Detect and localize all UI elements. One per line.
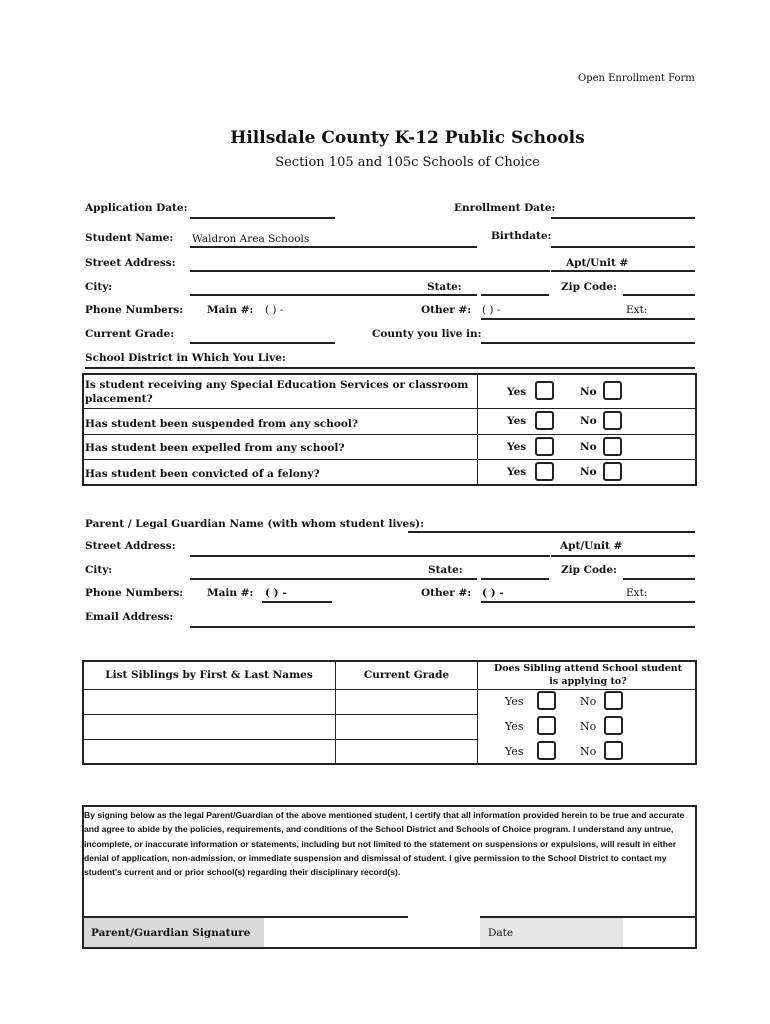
application-date-label: Application Date:	[85, 202, 188, 214]
state-label: State:	[427, 281, 462, 293]
guardian-zip-field[interactable]	[623, 578, 695, 580]
felony-no-checkbox[interactable]	[603, 462, 622, 481]
guardian-street-label: Street Address:	[85, 540, 176, 552]
guardian-phone-label: Phone Numbers:	[85, 587, 184, 599]
signature-field[interactable]	[262, 918, 408, 947]
questions-divider	[477, 374, 478, 485]
apt-unit-label: Apt/Unit #	[566, 257, 629, 269]
guardian-state-field[interactable]	[481, 578, 549, 580]
yes-label: Yes	[505, 745, 524, 758]
yes-label: Yes	[507, 466, 527, 478]
row-divider	[83, 739, 477, 740]
date-label: Date	[488, 927, 514, 939]
current-grade-label: Current Grade:	[85, 328, 175, 340]
other-phone-field[interactable]: ( ) -	[482, 304, 501, 316]
guardian-street-field[interactable]	[190, 555, 550, 557]
question-suspended: Has student been suspended from any school?	[85, 418, 359, 430]
siblings-names-header: List Siblings by First & Last Names	[105, 669, 313, 681]
guardian-name-field[interactable]	[408, 531, 695, 533]
page-subtitle: Section 105 and 105c Schools of Choice	[275, 155, 540, 170]
enrollment-date-field[interactable]	[551, 217, 695, 219]
guardian-other-label: Other #:	[421, 587, 472, 599]
row-divider	[83, 714, 477, 715]
guardian-name-label: Parent / Legal Guardian Name (with whom student lives):	[85, 518, 424, 530]
suspended-yes-checkbox[interactable]	[535, 411, 554, 430]
felony-yes-checkbox[interactable]	[535, 462, 554, 481]
ext-label: Ext:	[626, 304, 648, 316]
guardian-city-label: City:	[85, 564, 113, 576]
special-education-yes-checkbox[interactable]	[535, 381, 554, 400]
row-divider	[83, 459, 696, 460]
siblings-attend-header: Does Sibling attend School student is applying to?	[493, 663, 683, 687]
no-label: No	[580, 415, 597, 427]
phone-numbers-label: Phone Numbers:	[85, 304, 184, 316]
siblings-grade-header: Current Grade	[363, 669, 450, 681]
expelled-no-checkbox[interactable]	[603, 437, 622, 456]
student-name-field[interactable]	[190, 246, 477, 248]
guardian-other-underline	[481, 601, 695, 603]
school-district-label: School District in Which You Live:	[85, 352, 286, 364]
main-phone-label: Main #:	[207, 304, 254, 316]
student-name-value: Waldron Area Schools	[192, 233, 310, 245]
expelled-yes-checkbox[interactable]	[535, 437, 554, 456]
no-label: No	[580, 720, 597, 733]
page-title: Hillsdale County K-12 Public Schools	[230, 128, 585, 148]
no-label: No	[580, 466, 597, 478]
city-field[interactable]	[190, 294, 477, 296]
certification-statement: By signing below as the legal Parent/Guardian of the above mentioned student, I certify that all information provided herein to be true and accurate and agree to abide by the policies, requirements, and conditions of the School District and Schools of Choice program. I understand any untrue, incomplete, or inaccurate information or statements, including but not limited to the statement on suspensions or expulsions, will result in either denial of application, non-admission, or immediate suspension and dismissal of student. I give permission to the School District to contact my student's current and or prior school(s) regarding their disciplinary record(s).	[84, 810, 685, 878]
sibling-2-yes-checkbox[interactable]	[537, 716, 556, 735]
guardian-city-field[interactable]	[190, 578, 477, 580]
no-label: No	[580, 695, 597, 708]
guardian-main-field[interactable]: ( ) -	[265, 587, 287, 599]
enrollment-date-label: Enrollment Date:	[454, 202, 556, 214]
county-field[interactable]	[481, 342, 695, 344]
guardian-apt-label: Apt/Unit #	[560, 540, 623, 552]
guardian-main-underline	[262, 601, 332, 603]
yes-label: Yes	[507, 415, 527, 427]
yes-label: Yes	[507, 441, 527, 453]
birthdate-field[interactable]	[551, 246, 695, 248]
current-grade-field[interactable]	[190, 342, 335, 344]
zip-code-label: Zip Code:	[561, 281, 617, 293]
sibling-2-no-checkbox[interactable]	[604, 716, 623, 735]
question-special-education: Is student receiving any Special Education Services or classroom placement?	[85, 379, 469, 405]
special-education-no-checkbox[interactable]	[603, 381, 622, 400]
row-divider	[83, 434, 696, 435]
street-address-field[interactable]	[190, 270, 550, 272]
sibling-1-yes-checkbox[interactable]	[537, 691, 556, 710]
row-divider	[83, 408, 696, 409]
signature-label: Parent/Guardian Signature	[91, 927, 251, 939]
question-felony: Has student been convicted of a felony?	[85, 468, 320, 480]
guardian-ext-label: Ext:	[626, 587, 648, 599]
no-label: No	[580, 745, 597, 758]
yes-label: Yes	[505, 695, 524, 708]
street-address-label: Street Address:	[85, 257, 176, 269]
main-phone-field[interactable]: ( ) -	[265, 304, 284, 316]
row-divider	[83, 689, 696, 690]
guardian-zip-label: Zip Code:	[561, 564, 617, 576]
form-name: Open Enrollment Form	[578, 73, 695, 84]
application-date-field[interactable]	[190, 217, 335, 219]
no-label: No	[580, 441, 597, 453]
email-address-field[interactable]	[190, 626, 695, 628]
city-label: City:	[85, 281, 113, 293]
guardian-state-label: State:	[428, 564, 463, 576]
school-district-field[interactable]	[85, 367, 695, 369]
guardian-apt-field[interactable]	[551, 555, 695, 557]
zip-code-field[interactable]	[623, 294, 695, 296]
state-field[interactable]	[481, 294, 549, 296]
student-name-label: Student Name:	[85, 232, 174, 244]
apt-unit-field[interactable]	[551, 270, 695, 272]
suspended-no-checkbox[interactable]	[603, 411, 622, 430]
yes-label: Yes	[507, 386, 527, 398]
question-expelled: Has student been expelled from any school?	[85, 442, 345, 454]
county-label: County you live in:	[372, 328, 482, 340]
birthdate-label: Birthdate:	[491, 230, 552, 242]
sibling-3-yes-checkbox[interactable]	[537, 741, 556, 760]
guardian-main-label: Main #:	[207, 587, 254, 599]
no-label: No	[580, 386, 597, 398]
column-divider	[477, 661, 478, 764]
yes-label: Yes	[505, 720, 524, 733]
email-address-label: Email Address:	[85, 611, 174, 623]
guardian-other-field[interactable]: ( ) -	[482, 587, 504, 599]
sibling-3-no-checkbox[interactable]	[604, 741, 623, 760]
other-phone-underline	[481, 318, 695, 320]
sibling-1-no-checkbox[interactable]	[604, 691, 623, 710]
other-phone-label: Other #:	[421, 304, 472, 316]
